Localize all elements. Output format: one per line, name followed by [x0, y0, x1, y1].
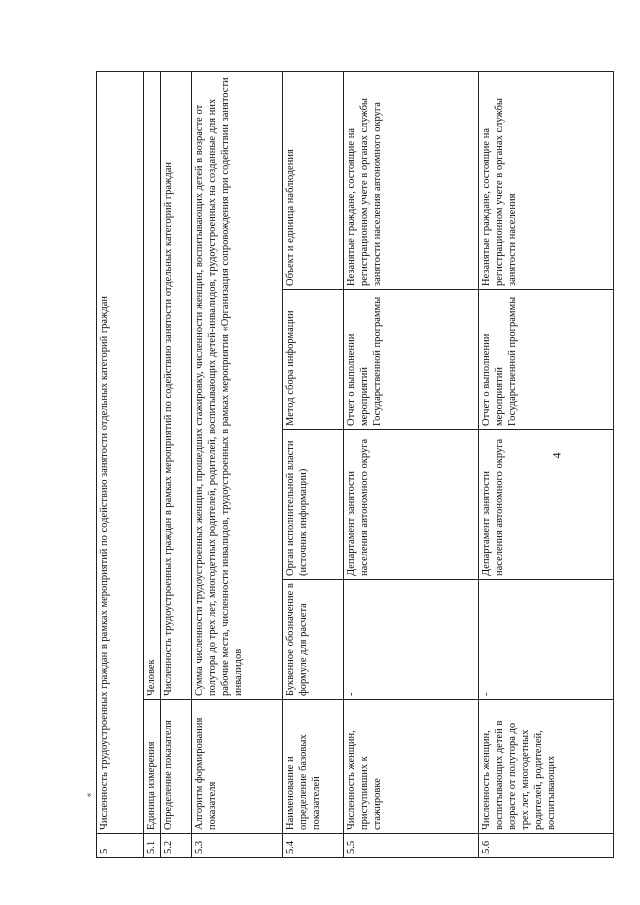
- row-value: Численность трудоустроенных граждан в рамках мероприятий по содействию занятости отдельных категорий граждан: [161, 71, 192, 699]
- table-row: [344, 71, 479, 857]
- cell-object: Незанятые граждане, состоящие на регистрационном учете в органах службы занятости населения: [479, 71, 614, 289]
- cell-symbol: -: [344, 580, 479, 700]
- row-label: Единица измерения: [144, 700, 161, 834]
- row-number: 5.2: [161, 834, 192, 858]
- table-header-row: [283, 71, 344, 857]
- row-value: Сумма численности трудоустроенных женщин, прошедших стажировку, численности женщин, воспитывающих детей в возрасте от полутора до трех лет, многодетных родителей, родителей, воспитывающих детей-инвалидов, трудоустроенных на созданные для них рабочие места, численности инвалидов, трудоустроенных в рамках мероприятия «Организация сопровождения при содействии занятости инвалидов: [192, 71, 283, 699]
- row-label: Численность женщин, приступивших к стажировке: [344, 700, 479, 834]
- row-number: 5.4: [283, 834, 344, 858]
- row-number: 5.1: [144, 834, 161, 858]
- row-number: 5.6: [479, 834, 614, 858]
- row-label: Алгоритм формирования показателя: [192, 700, 283, 834]
- row-number: 5.5: [344, 834, 479, 858]
- row-label: Наименование и определение базовых показателей: [283, 700, 344, 834]
- table-row: [192, 71, 283, 857]
- table-row: [144, 71, 161, 857]
- cell-authority: Департамент занятости населения автономного округа: [344, 430, 479, 580]
- cell-authority: Департамент занятости населения автономного округа: [479, 430, 614, 580]
- cell-method: Отчет о выполнении мероприятий Государственной программы: [479, 290, 614, 430]
- table-row: [161, 71, 192, 857]
- row-number: 5: [97, 834, 144, 858]
- cell-object: Незанятые граждане, состоящие на регистрационном учете в органах службы занятости населения автономного округа: [344, 71, 479, 289]
- column-header-object: Объект и единица наблюдения: [283, 71, 344, 289]
- indicator-table-sheet: [96, 72, 566, 858]
- column-header-symbol: Буквенное обозначение в формуле для расчета: [283, 580, 344, 700]
- column-header-method: Метод сбора информации: [283, 290, 344, 430]
- cell-symbol: -: [479, 580, 614, 700]
- page-number: 4: [549, 452, 564, 459]
- column-header-authority: Орган исполнительной власти (источник информации): [283, 430, 344, 580]
- row-label: Определение показателя: [161, 700, 192, 834]
- indicator-title: Численность трудоустроенных граждан в рамках мероприятий по содействию занятости отдельных категорий граждан: [97, 71, 144, 833]
- row-number: 5.3: [192, 834, 283, 858]
- cell-method: Отчет о выполнении мероприятий Государственной программы: [344, 290, 479, 430]
- indicator-table: [96, 71, 614, 858]
- row-label: Численность женщин, воспитывающих детей в возрасте от полутора до трех лет, многодетных родителей, родителей, воспитывающих: [479, 700, 614, 834]
- corner-mark: «: [83, 792, 94, 798]
- row-value: Человек: [144, 71, 161, 699]
- table-row: [97, 71, 144, 857]
- table-row: [479, 71, 614, 857]
